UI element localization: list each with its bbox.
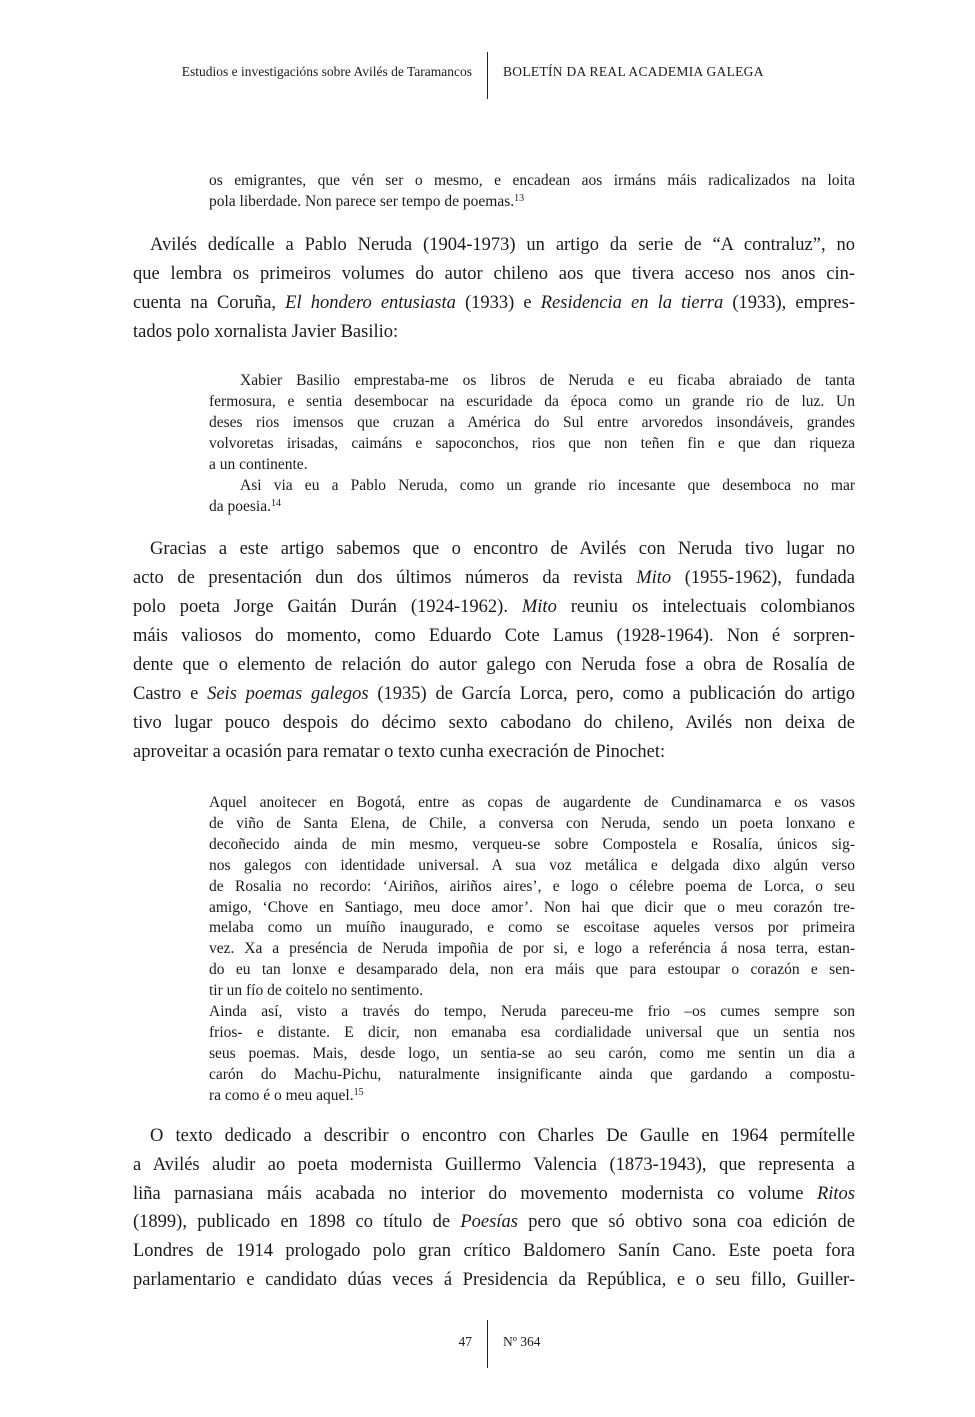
text-line: de Rosalia no recordo: ‘Airiños, airiños aires’, e logo o célebre poema de Lorca, o seu bbox=[209, 877, 855, 895]
block-quote bbox=[209, 793, 855, 1107]
paragraph bbox=[209, 475, 855, 517]
text-line: O texto dedicado a describir o encontro con Charles De Gaulle en 1964 permítelle bbox=[150, 1126, 855, 1146]
footnote-ref: 13 bbox=[514, 193, 525, 204]
footnote-ref: 15 bbox=[353, 1086, 364, 1098]
text-line: tados polo xornalista Javier Basilio: bbox=[133, 322, 399, 342]
paragraph bbox=[209, 793, 855, 1002]
text-line: vez. Xa a preséncia de Neruda impoñia de por si, e logo a referéncia á nosa terra, estan- bbox=[209, 940, 855, 958]
text-line: aproveitar a ocasión para rematar o texto cunha execración de Pinochet: bbox=[133, 742, 666, 762]
text-line: Avilés dedícalle a Pablo Neruda (1904-1973) un artigo da serie de “A contraluz”, no bbox=[150, 235, 855, 255]
paragraph bbox=[209, 170, 855, 212]
paragraph bbox=[133, 535, 855, 767]
italic-title: El hondero entusiasta bbox=[285, 293, 456, 313]
running-header-journal: BOLETÍN DA REAL ACADEMIA GALEGA bbox=[503, 64, 764, 79]
text-line: decoñecido ainda de min mesmo, verqueu-se sobre Compostela e Rosalía, únicos sig- bbox=[209, 835, 855, 853]
text-line: da poesia.$^{14}$ bbox=[209, 498, 281, 515]
text-line: de viño de Santa Elena, de Chile, a conversa con Neruda, sendo un poeta lonxano e bbox=[209, 814, 855, 832]
text-line: Aquel anoitecer en Bogotá, entre as copas de augardente de Cundinamarca e os vasos bbox=[209, 794, 855, 811]
text-line: tivo lugar pouco despois do décimo sexto cabodano do chileno, Avilés non deixa de bbox=[133, 713, 855, 733]
text-line: Asi via eu a Pablo Neruda, como un grande rio incesante que desemboca no mar bbox=[240, 477, 855, 494]
text-line: dente que o elemento de relación do autor galego con Neruda fose a obra de Rosalía de bbox=[133, 655, 855, 675]
text-line: deses rios imensos que cruzan a América do Sul entre arvoredos insondáveis, grandes bbox=[209, 414, 855, 431]
italic-title: Ritos bbox=[816, 1183, 855, 1204]
issue-number: Nº 364 bbox=[503, 1334, 541, 1349]
paragraph bbox=[133, 1122, 855, 1295]
paragraph bbox=[209, 370, 855, 475]
text-line: Gracias a este artigo sabemos que o encontro de Avilés con Neruda tivo lugar no bbox=[150, 539, 855, 559]
text-line: tir un fío de coitelo no sentimento. bbox=[209, 982, 423, 1000]
block-quote bbox=[209, 370, 855, 517]
text-line: polo poeta Jorge Gaitán Durán (1924-1962). Mito reuniu os intelectuais colombianos bbox=[133, 597, 856, 617]
text-line: cuenta na Coruña, El hondero entusiasta (1933) e Residencia en la tierra (1933), empres- bbox=[133, 293, 856, 313]
text-line: ra como é o meu aquel.$^{15}$ bbox=[209, 1086, 364, 1104]
text-line: Londres de 1914 prologado polo gran crítico Baldomero Sanín Cano. Este poeta fora bbox=[133, 1241, 855, 1262]
body-paragraph bbox=[133, 1122, 855, 1295]
text-line: frios- e distante. E dicir, non emanaba esa cordialidade universal que un sentia nos bbox=[209, 1023, 855, 1041]
text-line: amigo, ‘Chove en Santiago, meu doce amor’. Non hai que dicir que o meu corazón tre- bbox=[209, 898, 855, 916]
text-line: Ainda así, visto a través do tempo, Neruda pareceu-me frio –os cumes sempre son bbox=[209, 1003, 855, 1021]
text-line: Xabier Basilio emprestaba-me os libros de Neruda e eu ficaba abraiado de tanta bbox=[240, 372, 855, 389]
text-line: carón do Machu-Pichu, naturalmente insignificante ainda que gardando a compostu- bbox=[209, 1065, 855, 1083]
text-line: (1899), publicado en 1898 co título de Poesías pero que só obtivo sona coa edición de bbox=[133, 1212, 855, 1233]
body-paragraph bbox=[133, 535, 855, 767]
text-line: os emigrantes, que vén ser o mesmo, e encadean aos irmáns máis radicalizados na loita bbox=[209, 172, 855, 189]
text-line: do eu tan lonxe e desamparado dela, non era máis que para estoupar o corazón e sen- bbox=[209, 961, 855, 979]
italic-title: Mito bbox=[636, 568, 672, 588]
paragraph bbox=[133, 231, 855, 347]
italic-title: Residencia en la tierra bbox=[540, 293, 724, 313]
footnote-ref: 14 bbox=[270, 498, 281, 509]
text-line: Castro e Seis poemas galegos (1935) de García Lorca, pero, como a publicación do artigo bbox=[133, 684, 856, 704]
body-paragraph bbox=[133, 231, 855, 347]
text-line: a Avilés aludir ao poeta modernista Guillermo Valencia (1873-1943), que representa a bbox=[133, 1154, 855, 1175]
italic-title: Poesías bbox=[460, 1212, 518, 1233]
text-line: acto de presentación dun dos últimos números da revista Mito (1955-1962), fundada bbox=[133, 568, 855, 588]
text-line: que lembra os primeiros volumes do autor chileno aos que tivera acceso nos anos cin- bbox=[133, 264, 855, 284]
text-line: volvoretas irisadas, caimáns e sapoconchos, rios que non teñen fin e que dan riqueza bbox=[209, 435, 855, 452]
text-line: parlamentario e candidato dúas veces á Presidencia da República, e o seu fillo, Guiller- bbox=[133, 1269, 855, 1290]
text-line: a un continente. bbox=[209, 456, 308, 473]
text-line: fermosura, e sentia desembocar na escuridade da época como un grande rio de luz. Un bbox=[209, 393, 855, 410]
running-header-title: Estudios e investigacións sobre Avilés de Taramancos bbox=[181, 64, 472, 79]
footer-divider bbox=[487, 1320, 488, 1368]
page-number: 47 bbox=[458, 1334, 472, 1349]
text-line: pola liberdade. Non parece ser tempo de poemas.$^{13}$ bbox=[209, 193, 525, 210]
block-quote bbox=[209, 170, 855, 212]
text-line: máis valiosos do momento, como Eduardo Cote Lamus (1928-1964). Non é sorpren- bbox=[133, 626, 855, 646]
italic-title: Mito bbox=[521, 597, 557, 617]
text-line: liña parnasiana máis acabada no interior do movemento modernista co volume Ritos bbox=[133, 1183, 855, 1204]
italic-title: Seis poemas galegos bbox=[207, 684, 369, 704]
text-line: nos galegos con identidade universal. A sua voz metálica e delgada dixo algún verso bbox=[209, 856, 855, 874]
text-line: melaba como un muíño inaugurado, e como se escoitase aqueles versos por primeira bbox=[209, 919, 855, 937]
header-divider bbox=[487, 52, 488, 99]
paragraph bbox=[209, 1002, 855, 1107]
text-line: seus poemas. Mais, desde logo, un sentia-se ao seu carón, como me sentin un dia a bbox=[209, 1044, 855, 1062]
